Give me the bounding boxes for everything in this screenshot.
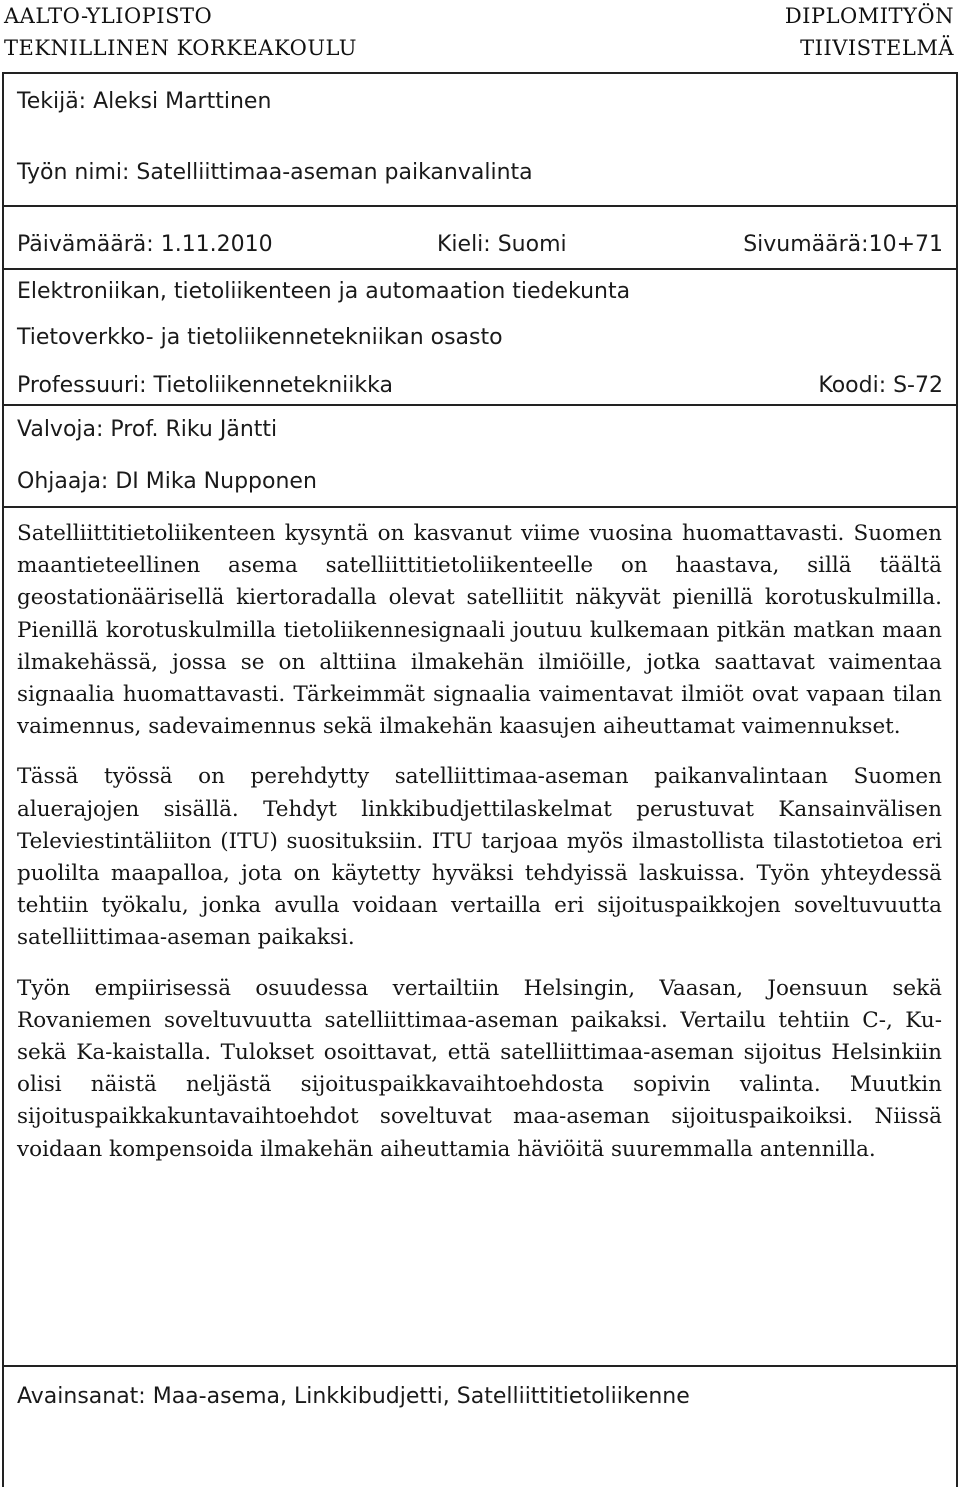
divider-after-title [2,205,958,207]
supervisor-field: Valvoja: Prof. Riku Jäntti [17,417,278,442]
department-field: Tietoverkko- ja tietoliikennetekniikan osasto [17,325,503,350]
code-field: Koodi: S-72 [818,373,943,398]
author-field: Tekijä: Aleksi Marttinen [17,89,272,114]
date-field: Päivämäärä: 1.11.2010 [17,232,273,257]
divider-after-instructor [2,506,958,508]
abstract-paragraph-2: Tässä työssä on perehdytty satelliittimaa-aseman paikanvalintaan Suomen aluerajojen sisällä. Tehdyt linkkibudjettilaskelmat perustuvat Kansainvälisen Televiestintäliiton (ITU) suosituksiin. ITU tarjoaa myös ilmastollista tilastotietoa eri puolilta maapalloa, jota on käytetty hyväksi tehdyissä laskuissa. Työn yhteydessä tehtiin työkalu, jonka avulla voidaan vertailla eri sijoituspaikkojen soveltuvuutta satelliittimaa-aseman paikaksi. [17,764,942,951]
divider-top [2,72,958,74]
instructor-field: Ohjaaja: DI Mika Nupponen [17,469,317,494]
professorship-field: Professuuri: Tietoliikennetekniikka [17,373,393,398]
document-type-line2: TIIVISTELMÄ [800,36,954,60]
divider-before-keywords [2,1365,958,1367]
faculty-field: Elektroniikan, tietoliikenteen ja automaation tiedekunta [17,279,631,304]
university-name: AALTO-YLIOPISTO [4,4,213,28]
frame-left [2,72,4,1487]
thesis-title-field: Työn nimi: Satelliittimaa-aseman paikanvalinta [17,160,533,185]
divider-after-code [2,404,958,406]
document-type-header [785,0,954,64]
abstract-paragraph-3: Työn empiirisessä osuudessa vertailtiin Helsingin, Vaasan, Joensuun sekä Rovaniemen soveltuvuutta satelliittimaa-aseman paikaksi. Vertailu tehtiin C-, Ku- sekä Ka-kaistalla. Tulokset osoittavat, että satelliittimaa-aseman sijoitus Helsinkiin olisi näistä neljästä sijoituspaikkavaihtoehdosta sopivin valinta. Muutkin sijoituspaikkakuntavaihtoehdot soveltuvat maa-aseman sijoituspaikoiksi. Niissä voidaan kompensoida ilmakehän aiheuttamia häviöitä suuremmalla antennilla. [17,975,942,1162]
divider-after-pages [2,268,958,270]
page-count-field: Sivumäärä:10+71 [743,232,943,257]
school-name: TEKNILLINEN KORKEAKOULU [4,36,358,60]
abstract-text [17,518,942,1166]
keywords-field: Avainsanat: Maa-asema, Linkkibudjetti, Satelliittitietoliikenne [17,1384,690,1409]
university-header [4,0,357,64]
document-type-line1: DIPLOMITYÖN [784,4,954,28]
language-field: Kieli: Suomi [437,232,567,257]
abstract-paragraph-1: Satelliittitietoliikenteen kysyntä on kasvanut viime vuosina huomattavasti. Suomen maantieteellinen asema satelliittitietoliikenteelle on haastava, sillä täältä geostationäärisellä kiertoradalla olevat satelliitit näkyvät pienillä korotuskulmilla. Pienillä korotuskulmilla tietoliikennesignaali joutuu kulkemaan pitkän matkan maan ilmakehässä, jossa se on alttiina ilmakehän ilmiöille, jotka saattavat vaimentaa signaalia huomattavasti. Tärkeimmät signaalia vaimentavat ilmiöt ovat vapaan tilan vaimennus, sadevaimennus sekä ilmakehän kaasujen aiheuttamat vaimennukset. [17,521,942,740]
frame-right [956,72,958,1487]
